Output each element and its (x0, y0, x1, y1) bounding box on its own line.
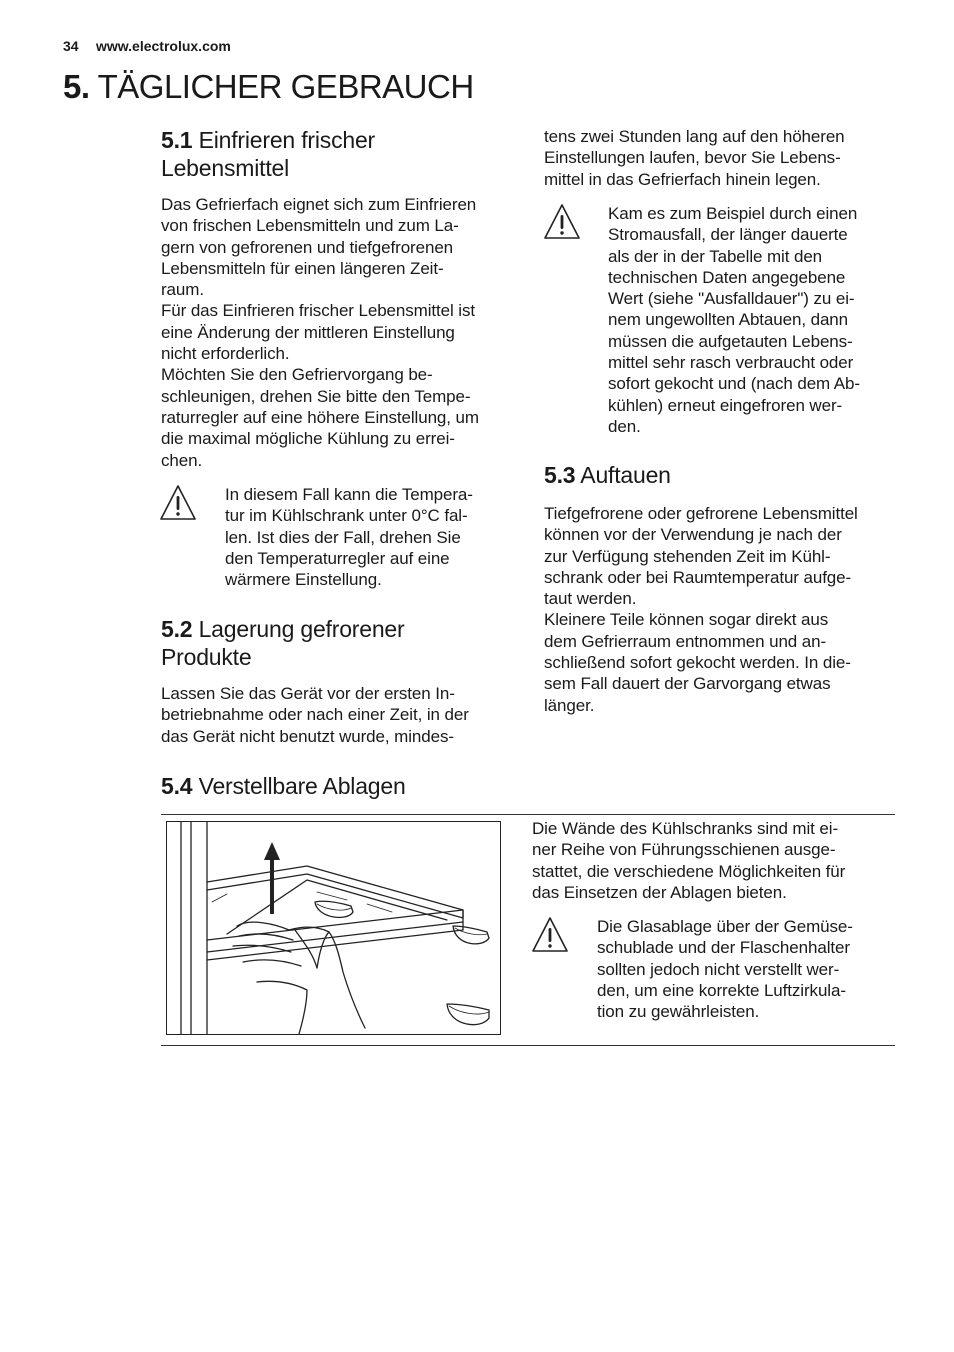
section-rule-bottom (161, 1045, 895, 1046)
section-title: Lebensmittel (161, 155, 290, 181)
section-body-5-2-right: tens zwei Stunden lang auf den höheren Einstellungen laufen, bevor Sie Lebens- mittel in das Gefrierfach hinein legen. (544, 127, 845, 189)
chapter-number: 5. (63, 68, 90, 105)
warning-triangle-icon (531, 916, 569, 954)
section-heading-5-2 (161, 615, 405, 671)
section-number: 5.1 (161, 127, 193, 153)
section-title: Produkte (161, 644, 252, 670)
warning-text-5-1: In diesem Fall kann die Tempera- tur im Kühlschrank unter 0°C fal- len. Ist dies der Fall, drehen Sie den Temperaturregler auf eine wärmere Einstellung. (225, 485, 473, 590)
section-title: Einfrieren frischer (198, 127, 376, 153)
shelf-lift-illustration (167, 822, 500, 1034)
shelf-illustration-frame (166, 821, 501, 1035)
section-title: Verstellbare Ablagen (198, 773, 406, 799)
section-heading-5-4 (161, 772, 406, 800)
section-body-5-2-left: Lassen Sie das Gerät vor der ersten In- betriebnahme oder nach einer Zeit, in der das Gerät nicht benutzt wurde, mindes- (161, 684, 469, 746)
chapter-title (63, 68, 474, 106)
section-rule-top (161, 814, 895, 815)
website-url: www.electrolux.com (96, 38, 231, 54)
section-number: 5.2 (161, 616, 193, 642)
warning-text-5-2: Kam es zum Beispiel durch einen Stromausfall, der länger dauerte als der in der Tabelle mit den technischen Daten angegebene Wert (siehe "Ausfalldauer") zu ei- nem ungewollten Abtauen, dann müssen die aufgetauten Lebens- mittel sehr rasch verbraucht oder sofort gekocht und (nach dem Ab- kühlen) erneut eingefroren wer- den. (608, 204, 860, 436)
section-title: Lagerung gefrorener (198, 616, 405, 642)
section-body-5-3: Tiefgefrorene oder gefrorene Lebensmittel können vor der Verwendung je nach der zur Verfügung stehenden Zeit im Kühl- schrank oder bei Raumtemperatur aufge- taut werden. Kleinere Teile können sogar direkt aus dem Gefrierraum entnommen und an- schließend sofort gekocht werden. In die- sem Fall dauert der Garvorgang etwas länger. (544, 504, 858, 715)
section-heading-5-1 (161, 126, 375, 182)
warning-text-5-4: Die Glasablage über der Gemüse- schublade und der Flaschenhalter sollten jedoch nicht verstellt wer- den, um eine korrekte Luftzirkula- tion zu gewährleisten. (597, 917, 853, 1022)
section-title: Auftauen (580, 462, 671, 488)
warning-triangle-icon (543, 203, 581, 241)
section-heading-5-3 (544, 461, 671, 489)
section-number: 5.3 (544, 462, 576, 488)
warning-triangle-icon (159, 484, 197, 522)
chapter-title-text: TÄGLICHER GEBRAUCH (97, 68, 474, 105)
section-number: 5.4 (161, 773, 193, 799)
section-body-5-1: Das Gefrierfach eignet sich zum Einfrieren von frischen Lebensmitteln und zum La- gern von gefrorenen und tiefgefrorenen Lebensmitteln für einen längeren Zeit- raum. Für das Einfrieren frischer Lebensmittel ist eine Änderung der mittleren Einstellung nicht erforderlich. Möchten Sie den Gefriervorgang be- schleunigen, drehen Sie bitte den Tempe- raturregler auf eine höhere Einstellung, um die maximal mögliche Kühlung zu errei- chen. (161, 195, 479, 470)
page-number: 34 (63, 38, 79, 54)
section-body-5-4: Die Wände des Kühlschranks sind mit ei- ner Reihe von Führungsschienen ausge- stattet, die verschiedene Möglichkeiten für das Einsetzen der Ablagen bieten. (532, 819, 846, 902)
